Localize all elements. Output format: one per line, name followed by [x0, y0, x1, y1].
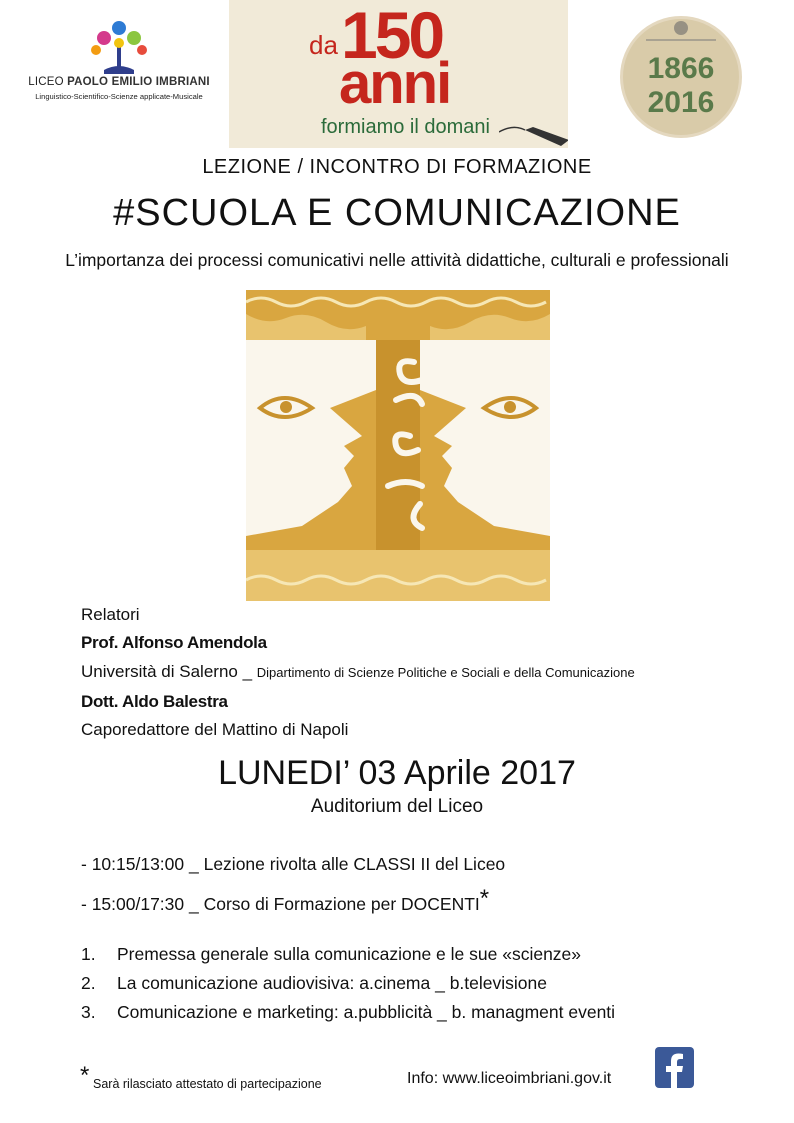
speaker-1-department: Dipartimento di Scienze Politiche e Sociali e della Comunicazione — [256, 665, 635, 680]
facebook-icon[interactable] — [655, 1047, 694, 1088]
speaker-2-affiliation: Caporedattore del Mattino di Napoli — [81, 720, 349, 739]
school-tagline: Linguistico-Scientifico-Scienze applicate-Musicale — [35, 92, 203, 101]
banner-number: 150 — [341, 0, 443, 72]
tree-icon — [24, 18, 214, 76]
banner-tagline: formiamo il domani — [321, 116, 490, 138]
info-website[interactable]: Info: www.liceoimbriani.gov.it — [407, 1070, 612, 1087]
footnote-asterisk: * — [80, 1062, 90, 1089]
schedule-item-2: - 15:00/17:30 _ Corso di Formazione per DOCENTI* — [81, 885, 490, 914]
anniversary-banner — [229, 0, 568, 148]
event-venue: Auditorium del Liceo — [310, 796, 484, 817]
speaker-1-affiliation: Università di Salerno _ Dipartimento di Scienze Politiche e Sociali e della Comunicazione — [81, 662, 635, 681]
banner-da: da — [309, 30, 338, 60]
event-kind: LEZIONE / INCONTRO DI FORMAZIONE — [202, 156, 592, 178]
seal-year-end: 2016 — [647, 86, 715, 119]
schedule-item-1: - 10:15/13:00 _ Lezione rivolta alle CLASSI II del Liceo — [81, 854, 506, 874]
pencil-icon — [499, 110, 568, 146]
agenda-item-1: 1. Premessa generale sulla comunicazione e le sue «scienze» — [81, 944, 582, 964]
agenda-item-2: 2. La comunicazione audiovisiva: a.cinema _ b.televisione — [81, 973, 547, 993]
footnote-text: Sarà rilasciato attestato di partecipazione — [93, 1077, 322, 1091]
speaker-2-name: Dott. Aldo Balestra — [81, 692, 228, 711]
speakers-label: Relatori — [81, 605, 140, 624]
event-date: LUNEDI’ 03 Aprile 2017 — [218, 754, 576, 792]
event-title: #SCUOLA E COMUNICAZIONE — [113, 192, 681, 234]
school-name: LICEO PAOLO EMILIO IMBRIANI — [28, 76, 210, 88]
asterisk-mark: * — [479, 885, 490, 912]
seal-year-start: 1866 — [647, 52, 715, 85]
agenda-item-3: 3. Comunicazione e marketing: a.pubblicità _ b. managment eventi — [81, 1002, 616, 1022]
school-logo — [24, 18, 214, 108]
speaker-1-name: Prof. Alfonso Amendola — [81, 633, 267, 652]
anniversary-seal — [618, 14, 744, 140]
banner-anni: anni — [339, 51, 451, 116]
faces-illustration — [246, 290, 550, 601]
event-subtitle: L’importanza dei processi comunicativi nelle attività didattiche, culturali e professionali — [65, 250, 729, 270]
